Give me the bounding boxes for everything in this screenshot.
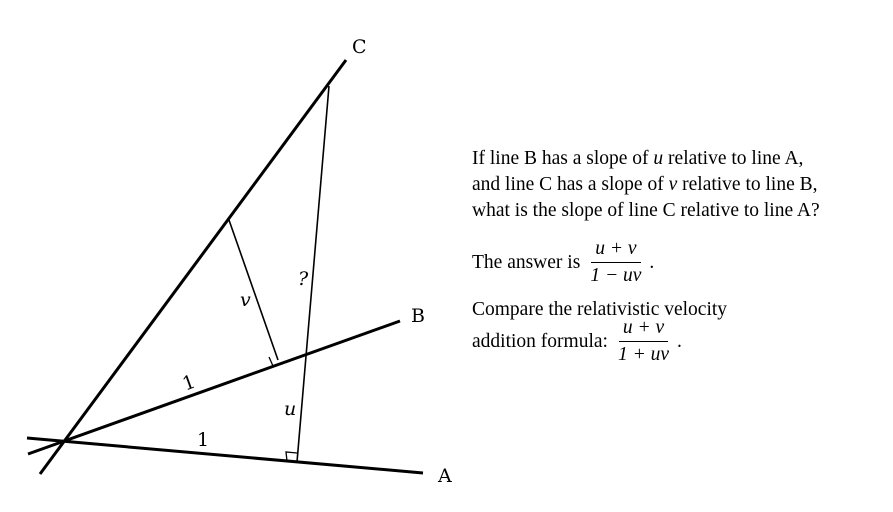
- question-line-3: what is the slope of line C relative to line A?: [472, 200, 820, 221]
- answer-suffix: .: [649, 251, 655, 273]
- label-u: u: [284, 398, 297, 420]
- answer-numerator: u + v: [591, 238, 640, 263]
- explanation-panel: [472, 146, 887, 366]
- compare-line-2: [472, 317, 887, 366]
- label-a: A: [438, 465, 452, 487]
- line-b: [28, 321, 400, 454]
- answer-line: [472, 238, 887, 287]
- question-line-2: and line C has a slope of v relative to line B,: [472, 174, 818, 195]
- compare-prefix: addition formula:: [472, 330, 608, 352]
- answer-prefix: The answer is: [472, 251, 581, 273]
- label-b: B: [411, 305, 425, 327]
- compare-fraction: [614, 317, 673, 366]
- perpendicular-v: [229, 220, 278, 360]
- compare-numerator: u + v: [619, 317, 668, 342]
- answer-denominator: 1 − uv: [590, 265, 642, 286]
- label-c: C: [352, 36, 367, 58]
- label-one-upper: 1: [179, 370, 199, 396]
- line-c: [40, 60, 346, 474]
- compare-line-1: Compare the relativistic velocity: [472, 299, 728, 320]
- label-question: ?: [298, 268, 309, 290]
- question-line-1: If line B has a slope of u relative to line A,: [472, 148, 804, 169]
- compare-denominator: 1 + uv: [617, 344, 670, 365]
- compare-block: [472, 297, 887, 366]
- label-one-lower: 1: [197, 429, 210, 451]
- line-a: [27, 438, 423, 473]
- compare-suffix: .: [677, 330, 682, 352]
- label-v: v: [240, 289, 251, 311]
- answer-fraction: [586, 238, 645, 287]
